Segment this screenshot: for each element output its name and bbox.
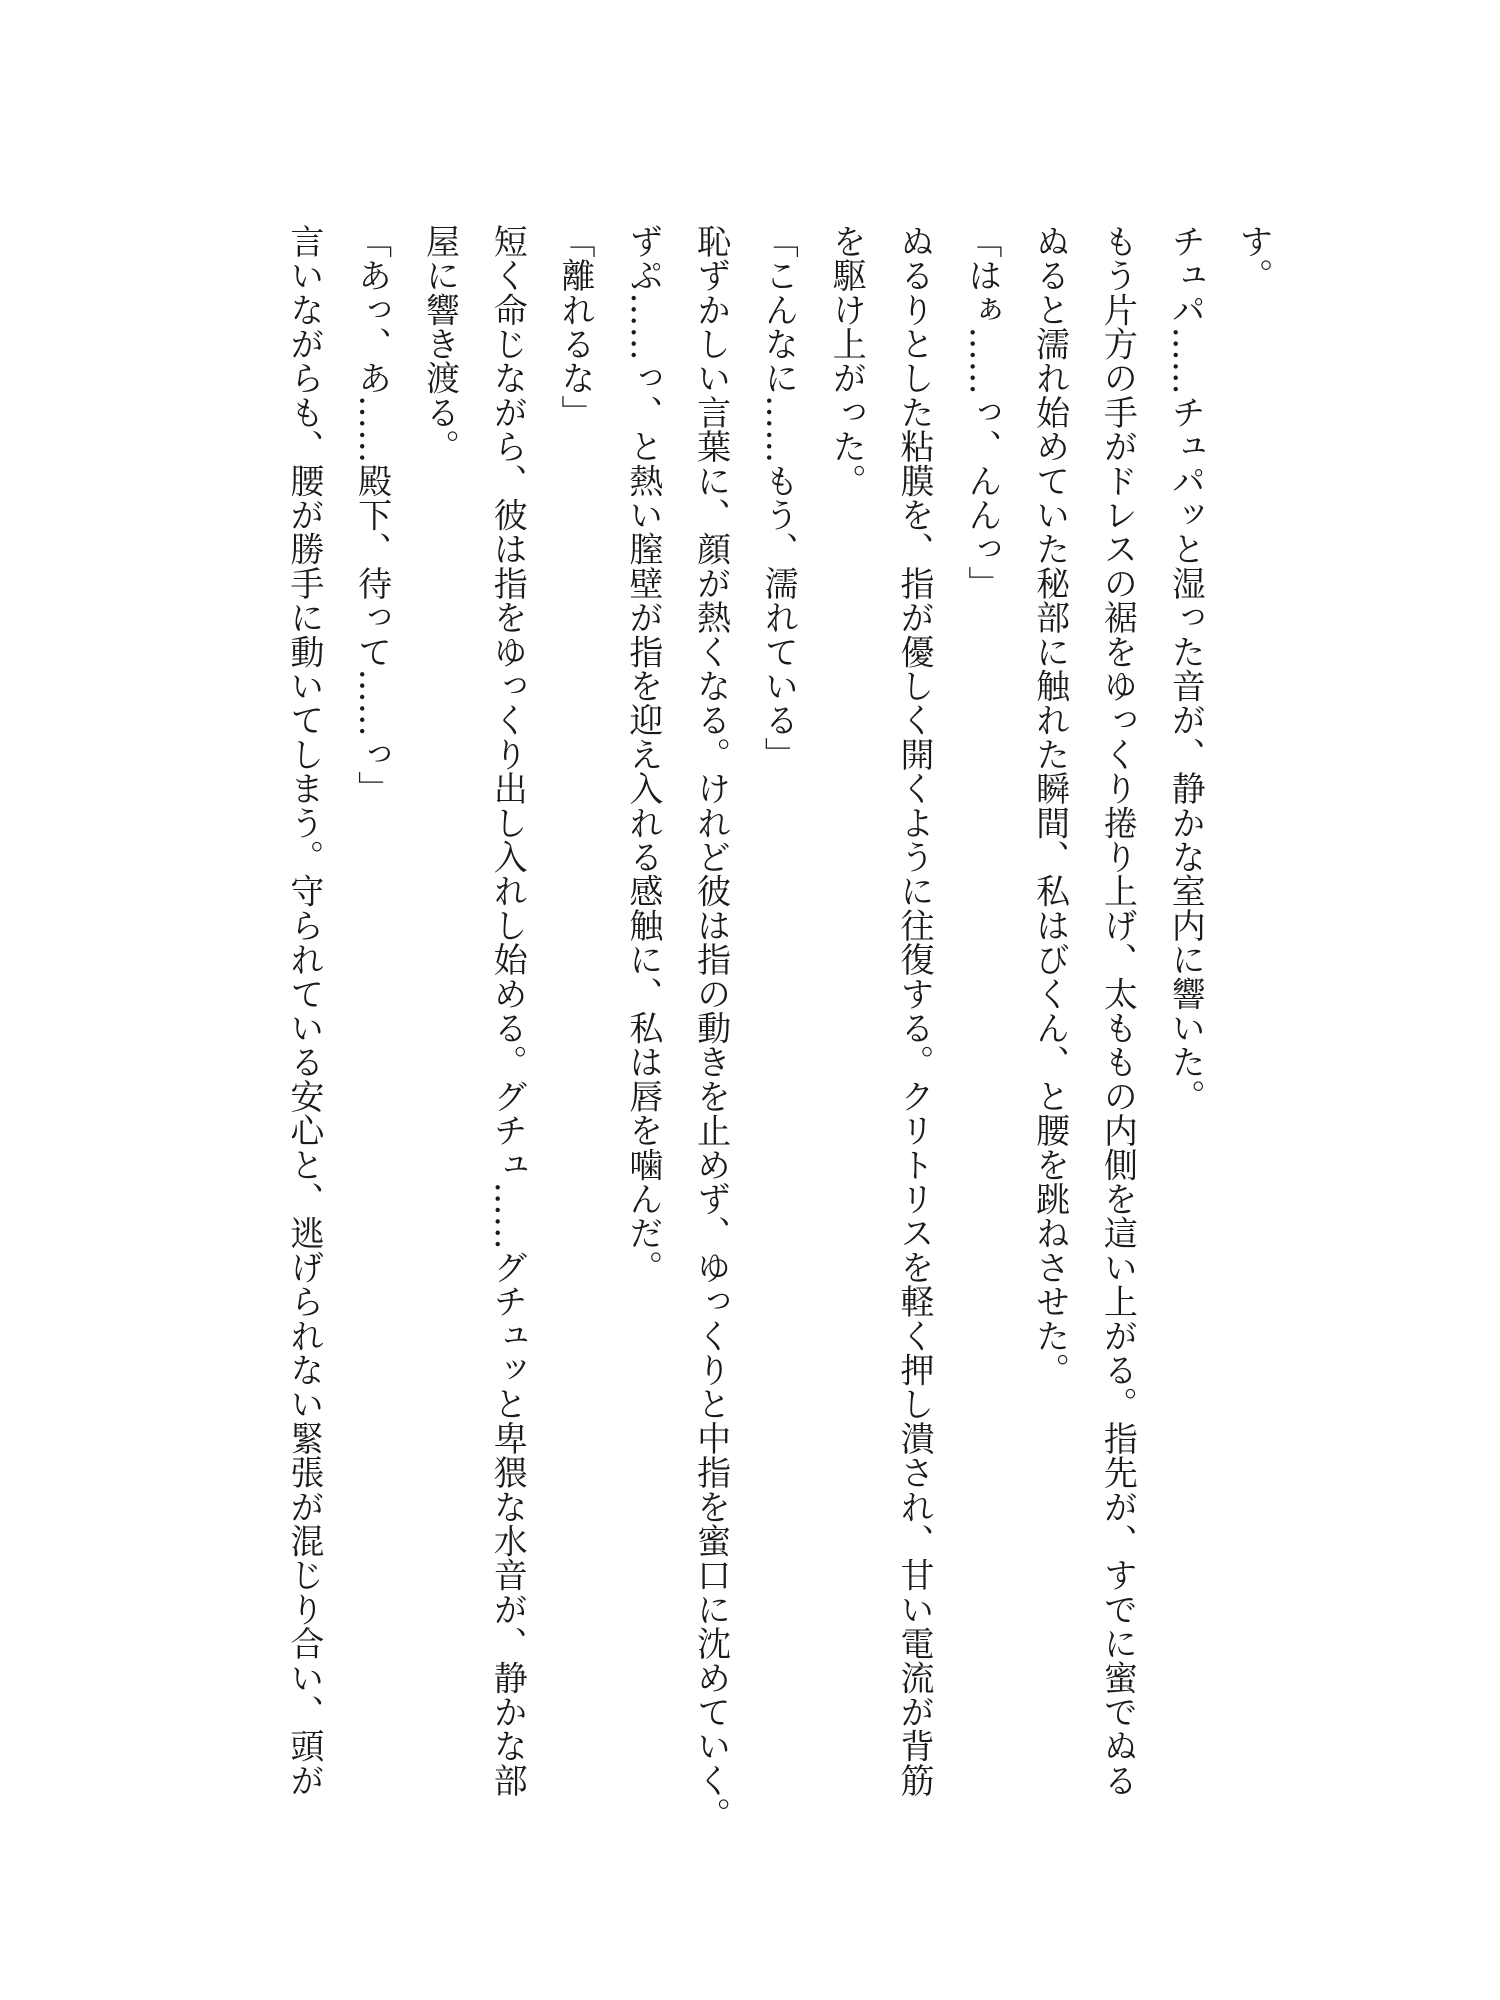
paragraph [811,224,947,1864]
text-line: 屋に響き渡る。 [419,224,460,464]
text-line: を駆け上がった。 [826,224,867,498]
paragraph [1150,224,1218,1864]
dialogue-paragraph [540,224,608,1864]
text-line: 「離れるな」 [555,224,596,430]
text-line: 言いながらも、腰が勝手に動いてしまう。守られている安心と、逃げられない緊張が混じり合い、頭が [283,224,324,1798]
paragraph [405,224,541,1864]
text-line: チュパ……チュパッと湿った音が、静かな室内に響いた。 [1165,224,1206,1114]
paragraph [676,224,744,1864]
text-line: 短く命じながら、彼は指をゆっくり出し入れし始める。グチュ……グチュッと卑猥な水音が、静かな部 [487,224,528,1798]
paragraph [608,224,676,1864]
dialogue-paragraph [337,224,405,1864]
paragraph [1218,224,1286,1864]
text-line: 「こんなに……もう、濡れている」 [758,224,799,772]
vertical-text-body [269,224,1286,1864]
paragraph [269,224,337,1864]
dialogue-paragraph [744,224,812,1864]
text-line: ぬると濡れ始めていた秘部に触れた瞬間、私はびくん、と腰を跳ねさせた。 [1029,224,1070,1387]
dialogue-paragraph [947,224,1015,1864]
text-line: ずぷ……っ、と熱い膣壁が指を迎え入れる感触に、私は唇を噛んだ。 [622,224,663,1285]
text-line: す。 [1233,224,1273,293]
text-line: 「はぁ……っ、んんっ」 [961,224,1002,601]
paragraph [1015,224,1151,1864]
text-line: もう片方の手がドレスの裾をゆっくり捲り上げ、太ももの内側を這い上がる。指先が、すでに蜜でぬる [1097,224,1138,1798]
text-line: ぬるりとした粘膜を、指が優しく開くように往復する。クリトリスを軽く押し潰され、甘い電流が背筋 [894,224,935,1798]
text-line: 「あっ、あ……殿下、待って……っ」 [351,224,392,806]
text-line: 恥ずかしい言葉に、顔が熱くなる。けれど彼は指の動きを止めず、ゆっくりと中指を蜜口に沈めていく。 [690,224,731,1832]
